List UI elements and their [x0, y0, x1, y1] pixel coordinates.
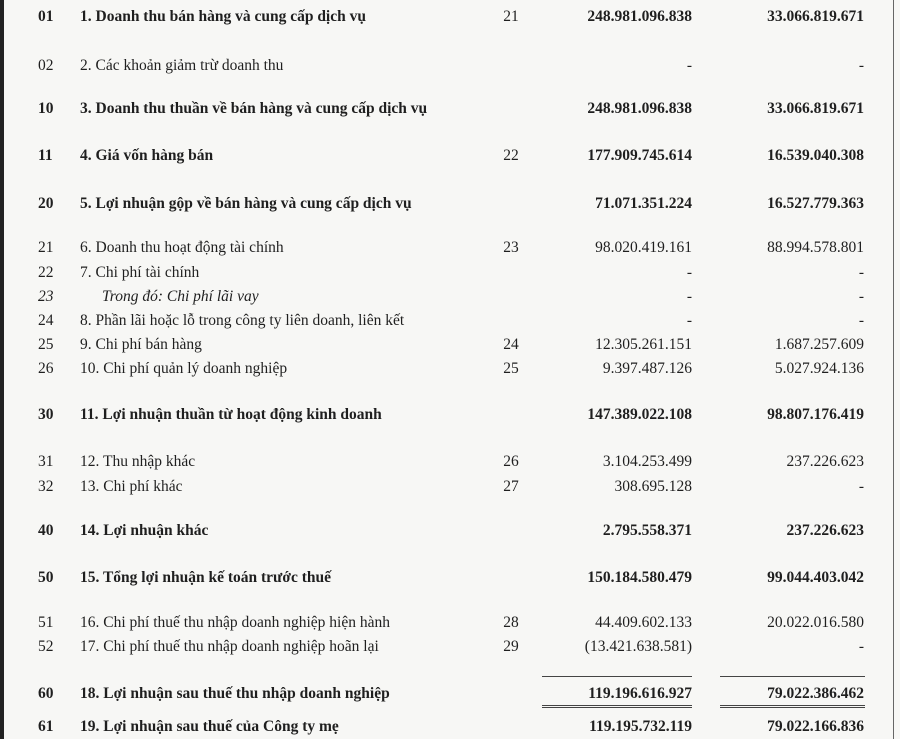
row-current-year: 248.981.096.838 — [587, 8, 692, 25]
row-previous-year: - — [858, 638, 864, 655]
row-previous-year: 98.807.176.419 — [767, 406, 864, 423]
row-label: 13. Chi phí khác — [80, 478, 183, 495]
row-code: 26 — [38, 360, 54, 377]
statement-row-11 — [0, 144, 900, 168]
row-label: 5. Lợi nhuận gộp về bán hàng và cung cấp dịch vụ — [80, 195, 412, 212]
row-previous-year: 20.022.016.580 — [767, 614, 864, 631]
row-code: 22 — [38, 264, 54, 281]
row-label: 6. Doanh thu hoạt động tài chính — [80, 239, 284, 256]
row-current-year: 119.195.732.119 — [589, 718, 692, 735]
row-code: 30 — [38, 406, 54, 423]
row-current-year: 147.389.022.108 — [587, 406, 692, 423]
statement-row-30 — [0, 403, 900, 427]
row-previous-year: 16.539.040.308 — [767, 147, 864, 164]
row-code: 60 — [38, 685, 54, 702]
statement-row-40 — [0, 519, 900, 543]
row-current-year: 177.909.745.614 — [587, 147, 692, 164]
statement-row-23 — [0, 285, 900, 309]
row-current-year: 248.981.096.838 — [587, 100, 692, 117]
row-label: 2. Các khoản giảm trừ doanh thu — [80, 57, 284, 74]
row-label: 11. Lợi nhuận thuần từ hoạt động kinh doanh — [80, 406, 382, 423]
row-previous-year: 33.066.819.671 — [767, 100, 864, 117]
row-previous-year: - — [858, 288, 864, 305]
row-previous-year: - — [858, 57, 864, 74]
row-note: 23 — [503, 239, 519, 256]
row-label: 15. Tổng lợi nhuận kế toán trước thuế — [80, 569, 331, 586]
row-label: 1. Doanh thu bán hàng và cung cấp dịch vụ — [80, 8, 366, 25]
row-previous-year: - — [858, 478, 864, 495]
row-current-year: 44.409.602.133 — [595, 614, 692, 631]
statement-row-52 — [0, 635, 900, 659]
row-note: 25 — [503, 360, 519, 377]
statement-row-01 — [0, 5, 900, 29]
statement-row-22 — [0, 261, 900, 285]
row-previous-year: 79.022.386.462 — [767, 685, 864, 702]
row-code: 51 — [38, 614, 54, 631]
row-label: 4. Giá vốn hàng bán — [80, 147, 214, 164]
row-label: 8. Phần lãi hoặc lỗ trong công ty liên doanh, liên kết — [80, 312, 405, 329]
row-label: Trong đó: Chi phí lãi vay — [102, 288, 259, 305]
row-code: 31 — [38, 453, 54, 470]
row-current-year: 98.020.419.161 — [595, 239, 692, 256]
row-previous-year: - — [858, 264, 864, 281]
row-previous-year: 79.022.166.836 — [767, 718, 864, 735]
row-code: 50 — [38, 569, 54, 586]
row-note: 27 — [503, 478, 519, 495]
row-note: 22 — [503, 147, 519, 164]
row-code: 40 — [38, 522, 54, 539]
row-label: 7. Chi phí tài chính — [80, 264, 200, 281]
row-previous-year: 1.687.257.609 — [774, 336, 864, 353]
row-previous-year: 237.226.623 — [786, 453, 864, 470]
row-code: 52 — [38, 638, 54, 655]
statement-row-21 — [0, 236, 900, 260]
row-previous-year: 237.226.623 — [786, 522, 864, 539]
row-current-year: - — [686, 312, 692, 329]
statement-row-50 — [0, 566, 900, 590]
row-current-year: 119.196.616.927 — [588, 685, 692, 702]
row-code: 23 — [38, 288, 54, 305]
row-current-year: 3.104.253.499 — [602, 453, 692, 470]
row-label: 17. Chi phí thuế thu nhập doanh nghiệp hoãn lại — [80, 638, 379, 655]
row-current-year: 150.184.580.479 — [587, 569, 692, 586]
row-code: 01 — [38, 8, 54, 25]
row-current-year: - — [686, 264, 692, 281]
row-current-year: - — [686, 288, 692, 305]
row-previous-year: 16.527.779.363 — [767, 195, 864, 212]
statement-row-32 — [0, 475, 900, 499]
row-current-year: 2.795.558.371 — [602, 522, 692, 539]
row-note: 26 — [503, 453, 519, 470]
row-code: 02 — [38, 57, 54, 74]
row-current-year: (13.421.638.581) — [584, 638, 692, 655]
row-label: 19. Lợi nhuận sau thuế của Công ty mẹ — [80, 718, 339, 735]
total-rule-previous — [720, 676, 865, 677]
row-label: 14. Lợi nhuận khác — [80, 522, 209, 539]
row-previous-year: 99.044.403.042 — [767, 569, 864, 586]
statement-row-31 — [0, 450, 900, 474]
row-code: 21 — [38, 239, 54, 256]
row-code: 32 — [38, 478, 54, 495]
row-note: 29 — [503, 638, 519, 655]
statement-row-25 — [0, 333, 900, 357]
statement-row-20 — [0, 192, 900, 216]
row-code: 20 — [38, 195, 54, 212]
statement-row-24 — [0, 309, 900, 333]
statement-row-02 — [0, 54, 900, 78]
statement-row-10 — [0, 97, 900, 121]
row-label: 12. Thu nhập khác — [80, 453, 196, 470]
double-rule-previous — [720, 705, 865, 708]
row-label: 18. Lợi nhuận sau thuế thu nhập doanh nghiệp — [80, 685, 390, 702]
statement-row-60 — [0, 682, 900, 706]
row-current-year: 9.397.487.126 — [602, 360, 692, 377]
total-rule-current — [542, 676, 692, 677]
double-rule-current — [542, 705, 692, 708]
row-code: 61 — [38, 718, 54, 735]
row-current-year: 308.695.128 — [614, 478, 692, 495]
row-current-year: 12.305.261.151 — [595, 336, 692, 353]
row-label: 9. Chi phí bán hàng — [80, 336, 202, 353]
row-previous-year: 33.066.819.671 — [767, 8, 864, 25]
row-note: 21 — [503, 8, 519, 25]
row-code: 25 — [38, 336, 54, 353]
row-label: 16. Chi phí thuế thu nhập doanh nghiệp hiện hành — [80, 614, 390, 631]
statement-row-61 — [0, 715, 900, 739]
row-label: 3. Doanh thu thuần về bán hàng và cung cấp dịch vụ — [80, 100, 428, 117]
row-code: 11 — [38, 147, 53, 164]
row-current-year: 71.071.351.224 — [595, 195, 692, 212]
row-previous-year: - — [858, 312, 864, 329]
row-code: 24 — [38, 312, 54, 329]
row-current-year: - — [686, 57, 692, 74]
statement-row-51 — [0, 611, 900, 635]
row-previous-year: 5.027.924.136 — [774, 360, 864, 377]
row-note: 28 — [503, 614, 519, 631]
row-label: 10. Chi phí quản lý doanh nghiệp — [80, 360, 288, 377]
statement-row-26 — [0, 357, 900, 381]
row-code: 10 — [38, 100, 54, 117]
row-previous-year: 88.994.578.801 — [767, 239, 864, 256]
row-note: 24 — [503, 336, 519, 353]
